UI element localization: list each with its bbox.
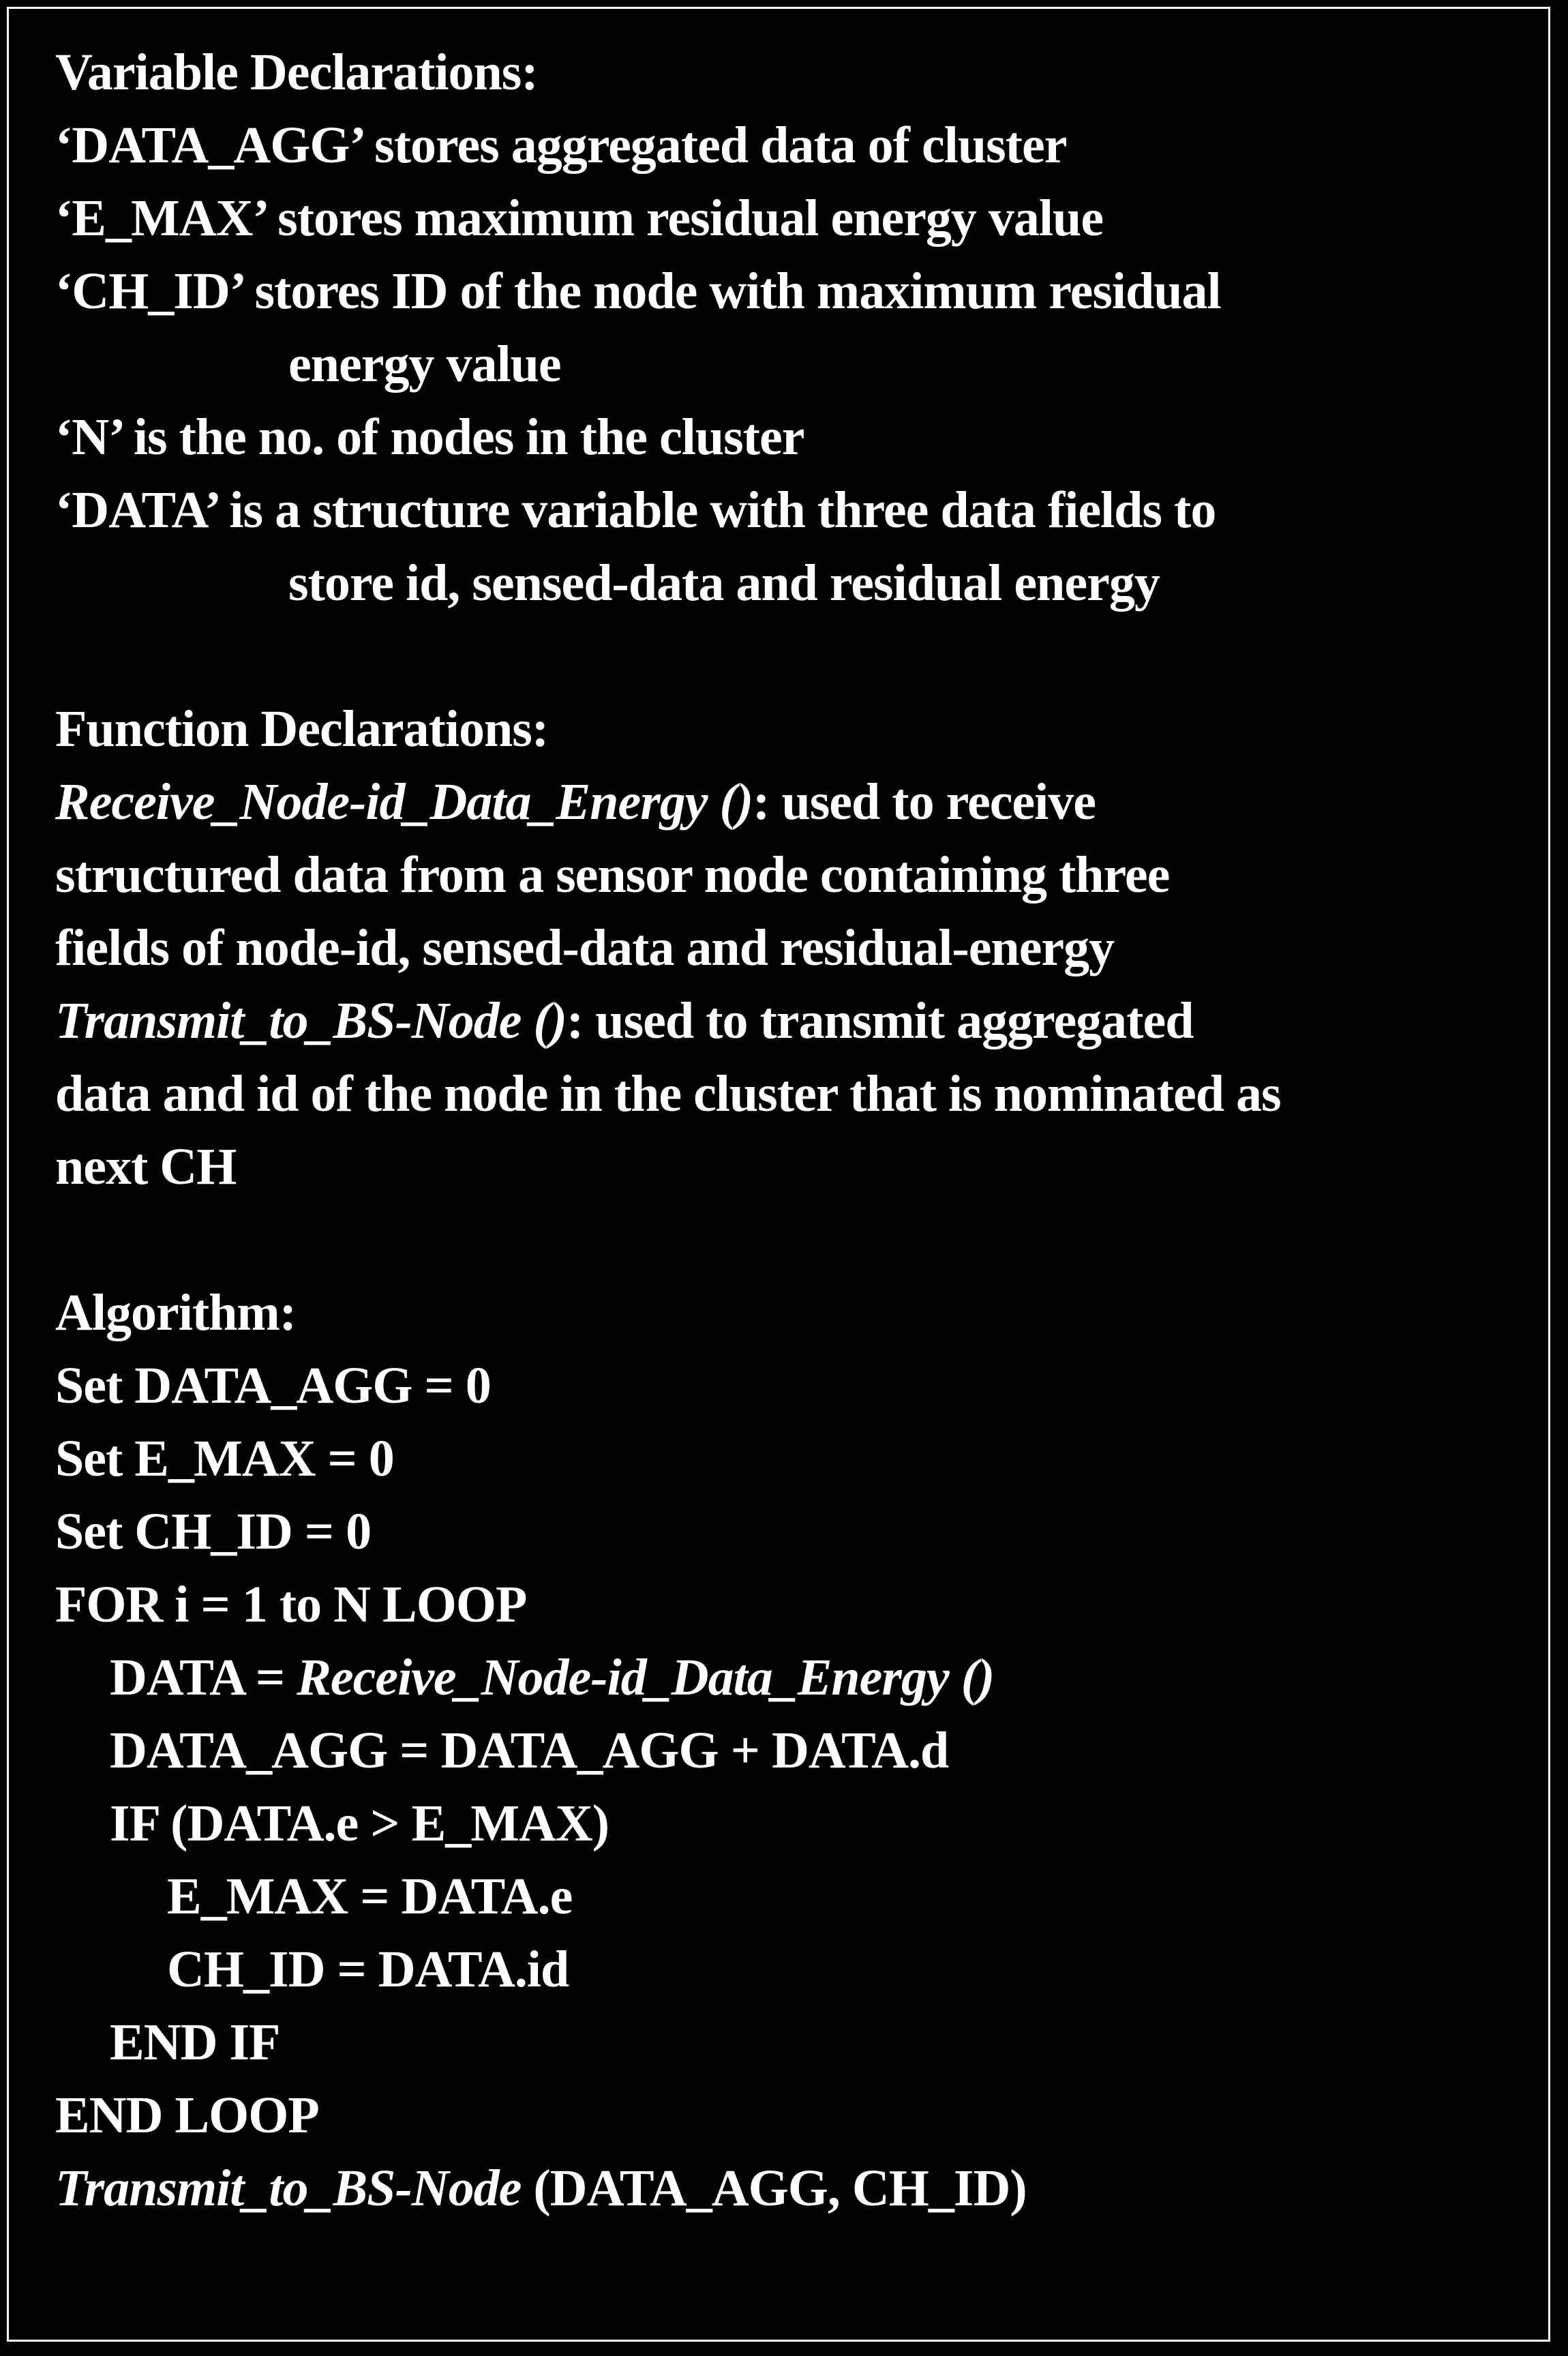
- variable-line: ‘E_MAX’ stores maximum residual energy value: [55, 190, 1104, 247]
- variable-line-continuation: store id, sensed-data and residual energy: [288, 554, 1160, 612]
- function-desc-line: fields of node-id, sensed-data and residual-energy: [55, 919, 1115, 976]
- receive-function-line: [55, 766, 1521, 839]
- spacer: [55, 1204, 1521, 1277]
- function-desc-line: next CH: [55, 1138, 237, 1195]
- final-call-name: Transmit_to_BS-Node: [55, 2160, 522, 2217]
- algorithm-line: FOR i = 1 to N LOOP: [55, 1576, 527, 1633]
- algorithm-box: [7, 7, 1550, 2342]
- algorithm-line: Set CH_ID = 0: [55, 1503, 372, 1560]
- data-assign-call: Receive_Node-id_Data_Energy (): [297, 1649, 995, 1706]
- receive-function-desc: : used to receive: [753, 773, 1096, 831]
- algorithm-line: Set E_MAX = 0: [55, 1430, 394, 1487]
- data-assign-prefix: DATA =: [110, 1649, 297, 1706]
- variable-declarations-heading: Variable Declarations:: [55, 44, 538, 101]
- variable-line: ‘DATA_AGG’ stores aggregated data of cluster: [55, 117, 1067, 174]
- function-desc-line: structured data from a sensor node containing three: [55, 846, 1170, 904]
- variable-line: ‘DATA’ is a structure variable with three data fields to: [55, 481, 1216, 539]
- algorithm-line: Set DATA_AGG = 0: [55, 1357, 491, 1414]
- function-declarations-heading: Function Declarations:: [55, 700, 549, 758]
- transmit-function-name: Transmit_to_BS-Node (): [55, 992, 567, 1049]
- algorithm-line: [55, 2152, 1521, 2225]
- function-desc-line: data and id of the node in the cluster that is nominated as: [55, 1065, 1281, 1122]
- algorithm-line: END IF: [110, 2014, 280, 2071]
- algorithm-line: CH_ID = DATA.id: [167, 1941, 569, 1998]
- transmit-function-desc: : used to transmit aggregated: [567, 992, 1194, 1049]
- algorithm-line: [55, 1641, 1521, 1714]
- algorithm-line: END LOOP: [55, 2087, 319, 2144]
- transmit-function-line: [55, 985, 1521, 1058]
- variable-line: ‘N’ is the no. of nodes in the cluster: [55, 408, 804, 466]
- algorithm-heading: Algorithm:: [55, 1284, 297, 1341]
- algorithm-content: [55, 36, 1521, 2225]
- algorithm-line: DATA_AGG = DATA_AGG + DATA.d: [110, 1722, 949, 1779]
- variable-line-continuation: energy value: [288, 335, 561, 393]
- receive-function-name: Receive_Node-id_Data_Energy (): [55, 773, 753, 831]
- final-call-args: (DATA_AGG, CH_ID): [521, 2160, 1027, 2217]
- algorithm-line: IF (DATA.e > E_MAX): [110, 1795, 609, 1852]
- variable-line: ‘CH_ID’ stores ID of the node with maximum residual: [55, 263, 1221, 320]
- spacer: [55, 620, 1521, 693]
- algorithm-line: E_MAX = DATA.e: [167, 1868, 573, 1925]
